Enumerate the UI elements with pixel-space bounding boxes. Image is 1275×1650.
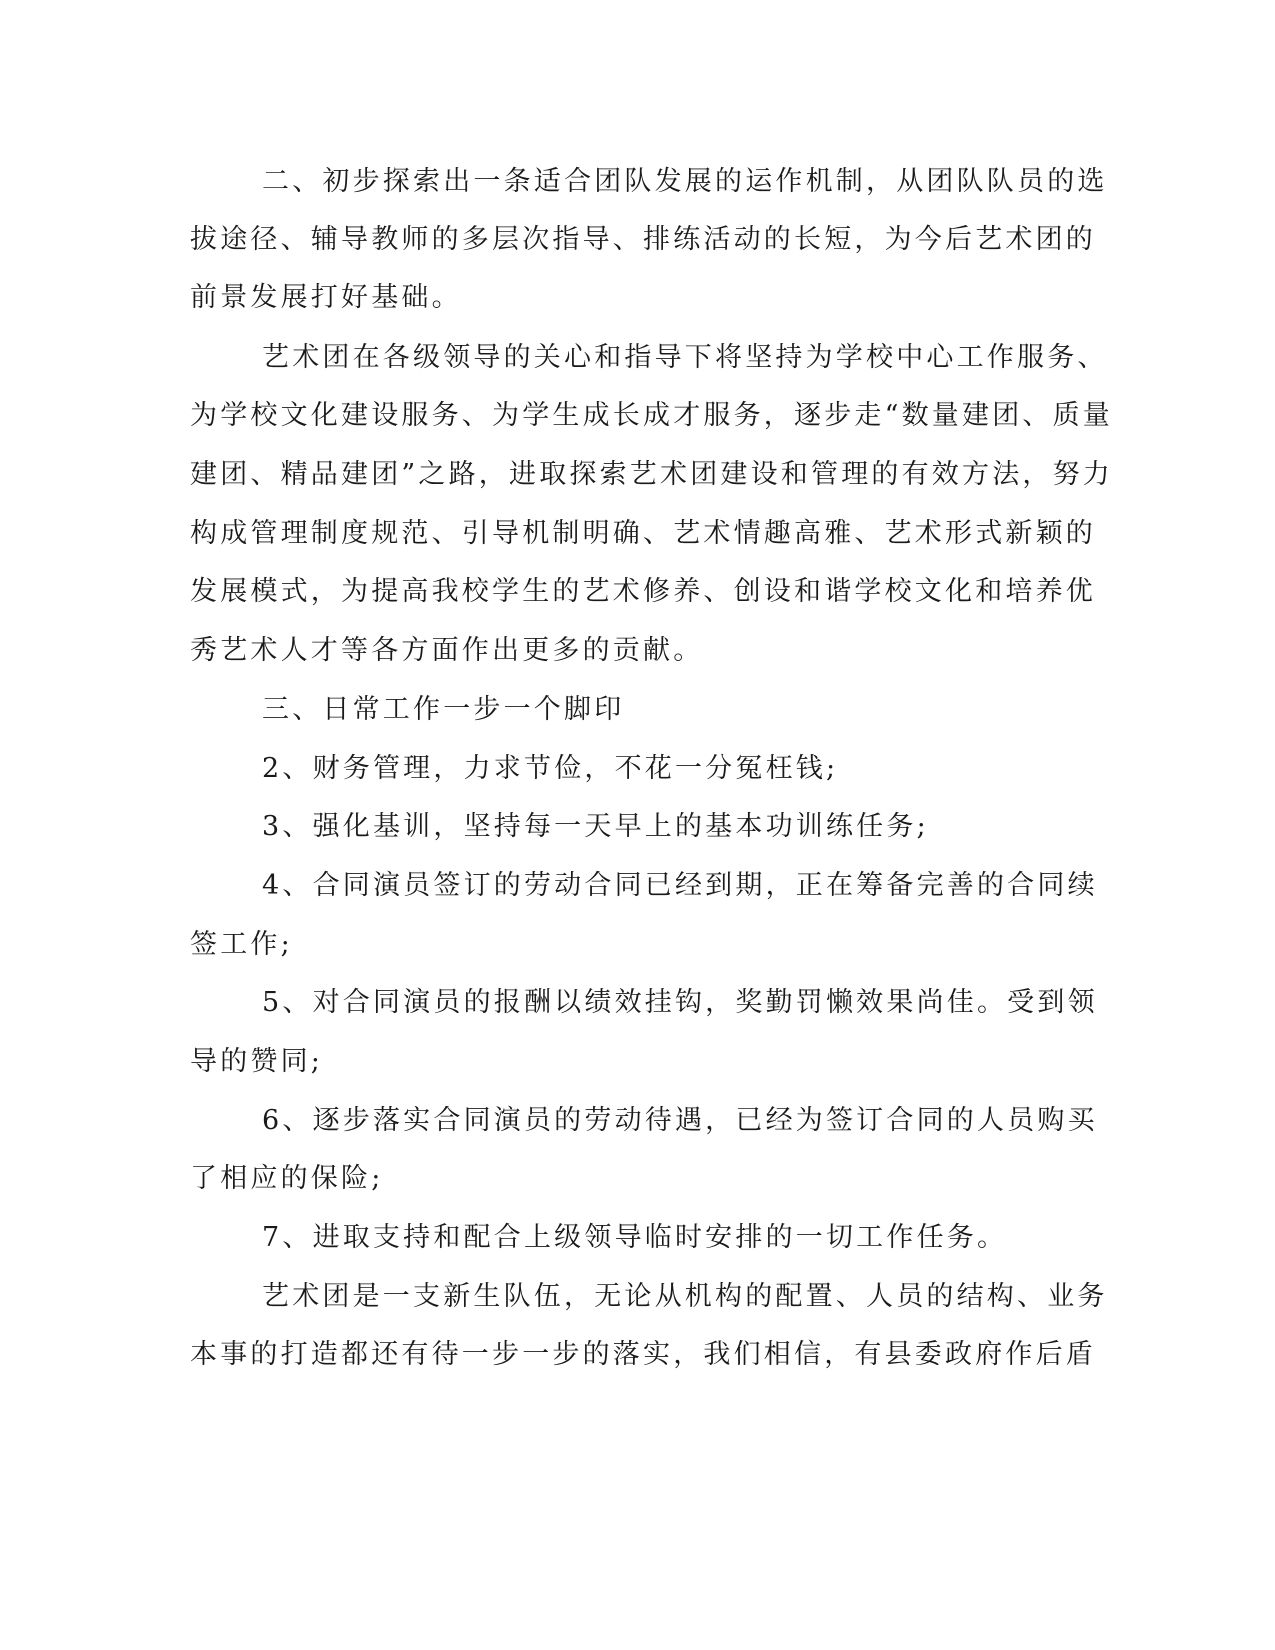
item-5-line-2: 导的赞同;	[190, 1046, 324, 1077]
paragraph-2-line-3: 前景发展打好基础。	[190, 282, 462, 313]
item-6-line-2: 了相应的保险;	[190, 1163, 384, 1194]
paragraph-2-line-2: 拔途径、辅导教师的多层次指导、排练活动的长短，为今后艺术团的	[190, 224, 1096, 255]
item-2-line-1: 2、财务管理，力求节俭，不花一分冤枉钱;	[262, 753, 839, 784]
paragraph-2-line-1: 二、初步探索出一条适合团队发展的运作机制，从团队队员的选	[262, 166, 1108, 197]
closing-line-2: 本事的打造都还有待一步一步的落实，我们相信，有县委政府作后盾	[190, 1339, 1096, 1370]
item-3-line-1: 3、强化基训，坚持每一天早上的基本功训练任务;	[262, 811, 929, 842]
item-6-line-1: 6、逐步落实合同演员的劳动待遇，已经为签订合同的人员购买	[262, 1105, 1098, 1136]
paragraph-goal-line-6: 秀艺术人才等各方面作出更多的贡献。	[190, 635, 704, 666]
item-5-line-1: 5、对合同演员的报酬以绩效挂钩，奖勤罚懒效果尚佳。受到领	[262, 987, 1098, 1018]
item-4-line-1: 4、合同演员签订的劳动合同已经到期，正在筹备完善的合同续	[262, 870, 1098, 901]
paragraph-goal-line-4: 构成管理制度规范、引导机制明确、艺术情趣高雅、艺术形式新颖的	[190, 518, 1096, 549]
closing-line-1: 艺术团是一支新生队伍，无论从机构的配置、人员的结构、业务	[262, 1281, 1108, 1312]
paragraph-goal-line-3: 建团、精品建团”之路，进取探索艺术团建设和管理的有效方法，努力	[190, 459, 1114, 490]
paragraph-goal-line-2: 为学校文化建设服务、为学生成长成才服务，逐步走“数量建团、质量	[190, 400, 1114, 431]
item-7-line-1: 7、进取支持和配合上级领导临时安排的一切工作任务。	[262, 1222, 1008, 1253]
item-4-line-2: 签工作;	[190, 929, 293, 960]
paragraph-goal-line-1: 艺术团在各级领导的关心和指导下将坚持为学校中心工作服务、	[262, 342, 1108, 373]
paragraph-goal-line-5: 发展模式，为提高我校学生的艺术修养、创设和谐学校文化和培养优	[190, 576, 1096, 607]
section-3-heading: 三、日常工作一步一个脚印	[262, 694, 625, 725]
